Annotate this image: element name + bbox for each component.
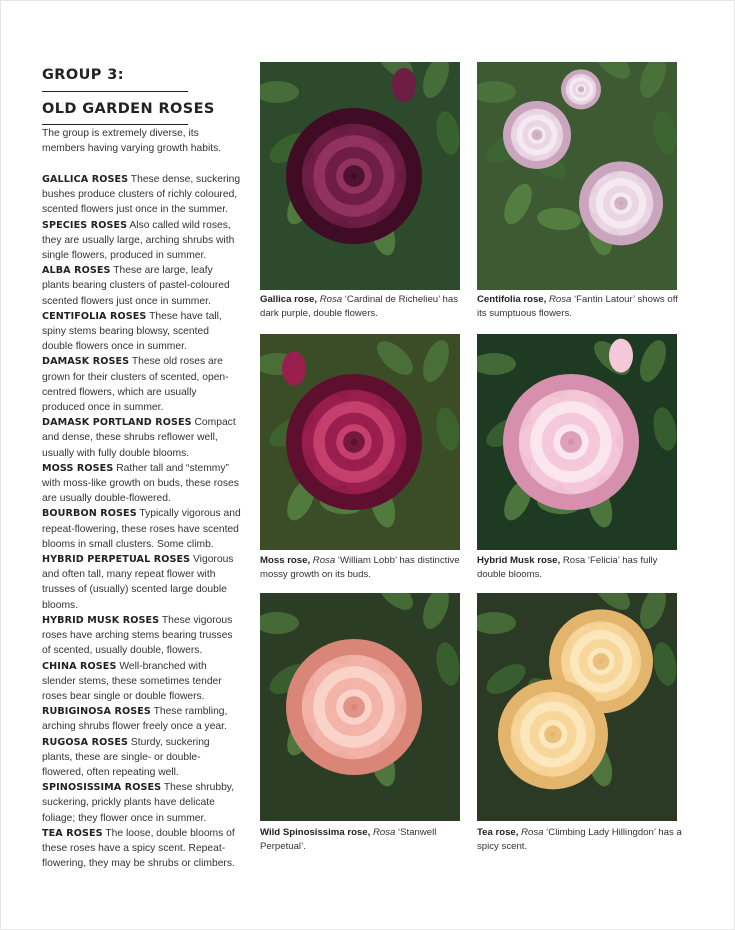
intro-paragraph: The group is extremely diverse, its members having varying growth habits.	[42, 128, 222, 155]
rose-bud-icon	[282, 352, 306, 386]
heading-line-1: GROUP 3:	[42, 67, 124, 83]
entry-bourbon: BOURBON ROSES Typically vigorous and repeat-flowering, these roses have scented blooms in small clusters. Some climb.	[42, 508, 241, 550]
rose-illustration	[260, 62, 460, 290]
rose-illustration	[477, 593, 677, 821]
entry-damask-portland: DAMASK PORTLAND ROSES Compact and dense, these shrubs reflower well, usually with fully double blooms.	[42, 417, 236, 459]
entry-tea: TEA ROSES The loose, double blooms of these roses have a spicy scent. Repeat-flowering, they may be shrubs or climbers.	[42, 827, 235, 870]
rose-bloom-icon	[503, 374, 639, 510]
heading-underline	[42, 124, 188, 125]
photo-tea-rose	[477, 593, 677, 821]
rose-bud-icon	[392, 68, 416, 102]
photo-hybrid-musk-rose	[477, 334, 677, 550]
caption-hybrid-musk: Hybrid Musk rose, Rosa ‘Felicia’ has fully double blooms.	[477, 555, 658, 580]
entry-gallica: GALLICA ROSES These dense, suckering bushes produce clusters of richly coloured, scented flowers just once in the summer.	[42, 174, 241, 216]
caption-centifolia: Centifolia rose, Rosa ‘Fantin Latour’ shows off its sumptuous flowers.	[477, 294, 678, 319]
rose-bloom-icon	[498, 679, 608, 789]
entry-rugosa: RUGOSA ROSES Sturdy, suckering plants, these are single- or double-flowered, often repeating well.	[42, 736, 210, 778]
heading-line-2: OLD GARDEN ROSES	[42, 101, 215, 117]
rose-bloom-icon	[286, 108, 422, 244]
heading-rule	[42, 91, 188, 92]
entry-hybrid-perpetual: HYBRID PERPETUAL ROSES Vigorous and often tall, many repeat flower with trusses of (usually) scented large double blooms.	[42, 554, 234, 611]
entry-species: SPECIES ROSES Also called wild roses, they are usually large, arching shrubs with single flowers, produced in summer.	[42, 219, 235, 262]
rose-bud-icon	[609, 339, 633, 373]
rose-bloom-icon	[561, 69, 601, 109]
rose-illustration	[477, 62, 677, 290]
rose-illustration	[477, 334, 677, 550]
rose-illustration	[260, 593, 460, 821]
section-heading	[42, 66, 242, 133]
photo-moss-rose	[260, 334, 460, 550]
rose-bloom-icon	[579, 161, 663, 245]
photo-centifolia-rose	[477, 62, 677, 290]
entry-moss: MOSS ROSES Rather tall and “stemmy” with moss-like growth on buds, these roses are usually double-flowered.	[42, 462, 239, 505]
rose-illustration	[260, 334, 460, 550]
rose-bloom-icon	[503, 101, 571, 169]
rose-group-list	[42, 172, 242, 871]
entry-spinosissima: SPINOSISSIMA ROSES These shrubby, suckering, prickly plants have delicate foliage; they flower once in summer.	[42, 782, 235, 824]
entry-centifolia: CENTIFOLIA ROSES These have tall, spiny stems bearing blowsy, scented double flowers once in summer.	[42, 310, 222, 353]
rose-bloom-icon	[286, 374, 422, 510]
entry-damask: DAMASK ROSES These old roses are grown for their clusters of scented, open-centred flowers, which are usually produced once in summer.	[42, 356, 229, 414]
caption-moss: Moss rose, Rosa ‘William Lobb’ has distinctive mossy growth on its buds.	[260, 555, 460, 580]
entry-hybrid-musk: HYBRID MUSK ROSES These vigorous roses have arching stems bearing trusses of scented, usually double, flowers.	[42, 614, 233, 657]
photo-gallica-rose	[260, 62, 460, 290]
rose-bloom-icon	[286, 639, 422, 775]
photo-spinosissima-rose	[260, 593, 460, 821]
entry-china: CHINA ROSES Well-branched with slender stems, these sometimes tender roses bear single or double flowers.	[42, 660, 222, 702]
caption-gallica: Gallica rose, Rosa ‘Cardinal de Richelieu’ has dark purple, double flowers.	[260, 294, 459, 319]
caption-tea: Tea rose, Rosa ‘Climbing Lady Hillingdon’ has a spicy scent.	[477, 827, 682, 852]
caption-spinosissima: Wild Spinosissima rose, Rosa ‘Stanwell Perpetual’.	[260, 827, 437, 852]
entry-alba: ALBA ROSES These are large, leafy plants bearing clusters of pastel-coloured scented flowers just once in summer.	[42, 265, 230, 307]
entry-rubiginosa: RUBIGINOSA ROSES These rambling, arching shrubs flower freely once a year.	[42, 706, 228, 733]
